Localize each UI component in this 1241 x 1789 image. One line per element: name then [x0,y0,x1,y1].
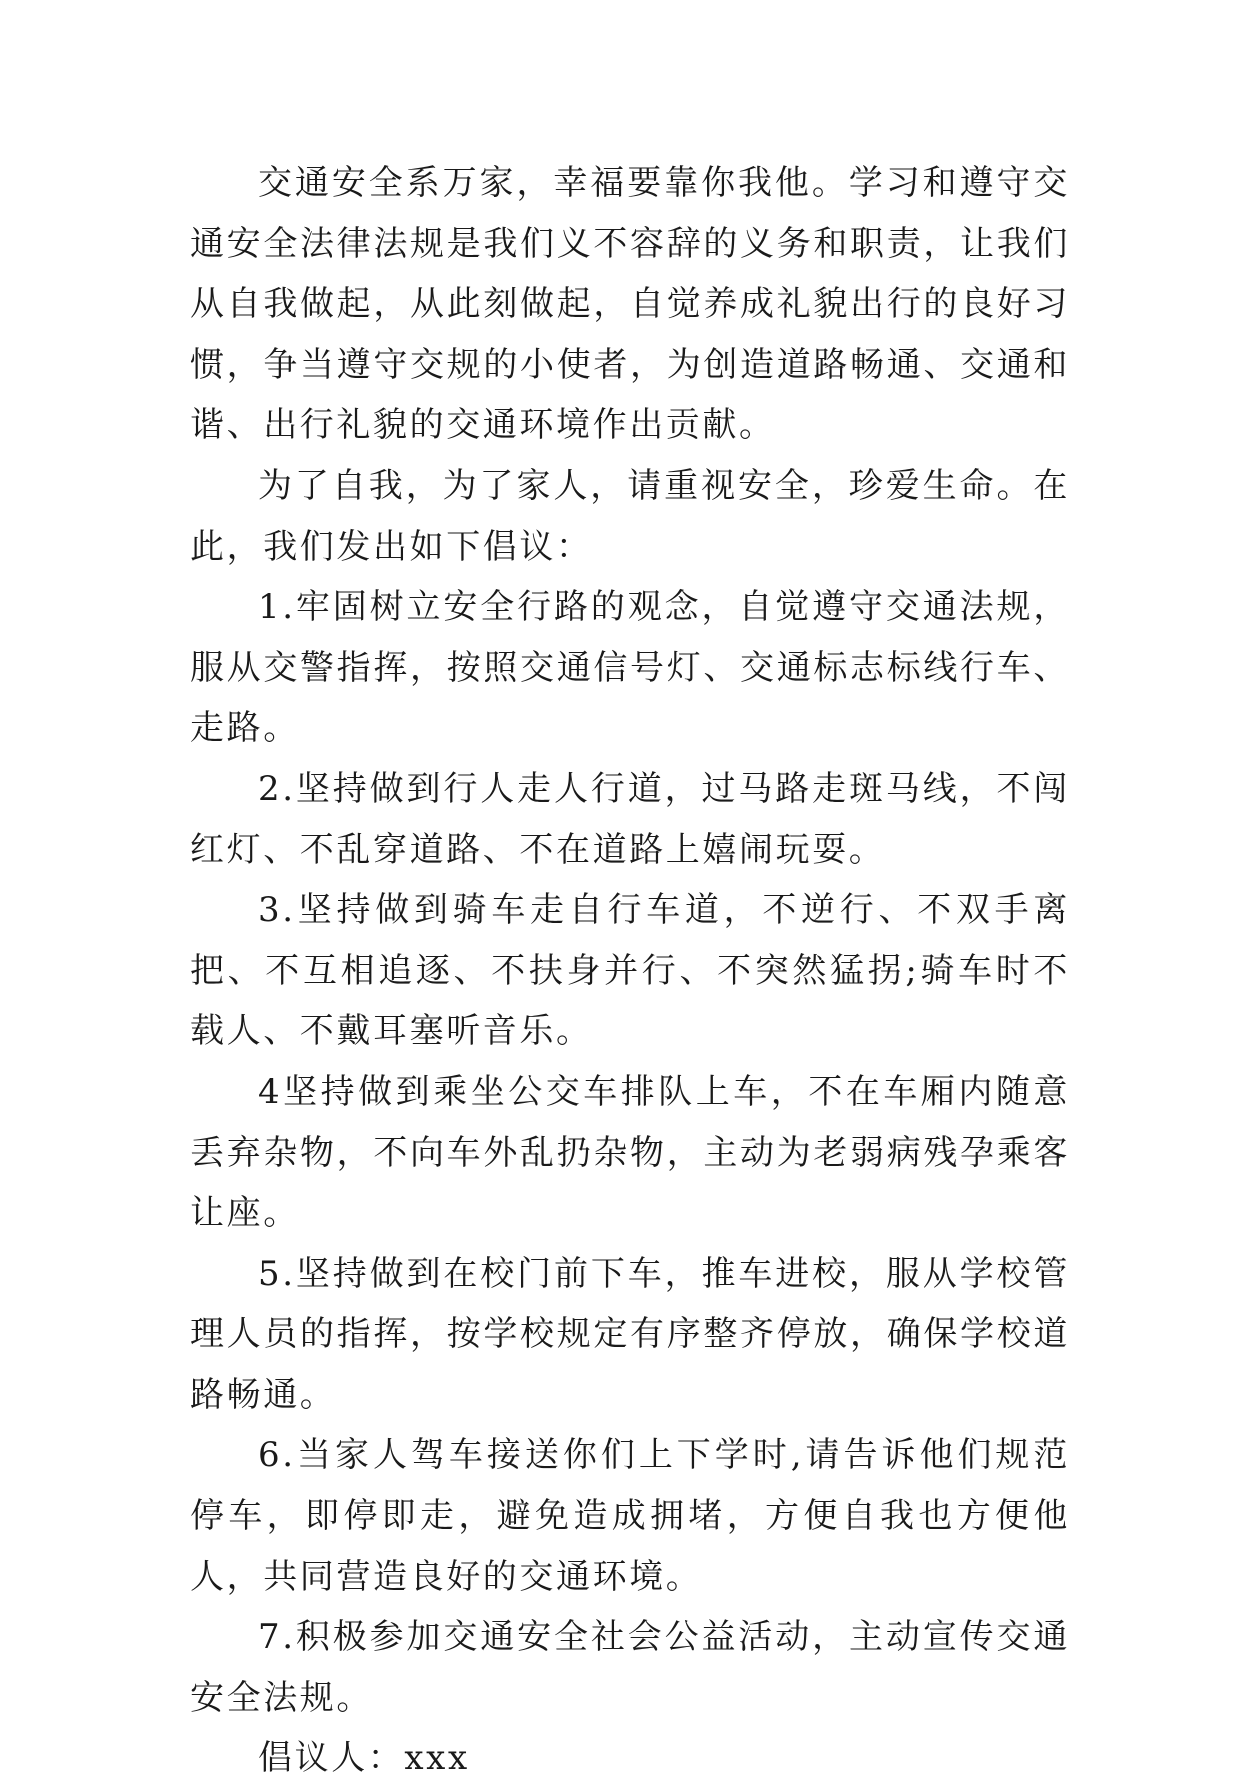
paragraph-item-1: 1.牢固树立安全行路的观念，自觉遵守交通法规，服从交警指挥，按照交通信号灯、交通标志标线行车、走路。 [190,587,1070,749]
signature-line: 倡议人：xxx [258,1738,470,1779]
paragraph-item-2: 2.坚持做到行人走人行道，过马路走斑马线，不闯红灯、不乱穿道路、不在道路上嬉闹玩耍。 [190,768,1070,870]
paragraph-call: 为了自我，为了家人，请重视安全，珍爱生命。在此，我们发出如下倡议： [190,465,1070,567]
paragraph-item-4: 4坚持做到乘坐公交车排队上车，不在车厢内随意丢弃杂物，不向车外乱扔杂物，主动为老弱病残孕乘客让座。 [190,1071,1070,1234]
paragraph-intro: 交通安全系万家，幸福要靠你我他。学习和遵守交通安全法律法规是我们义不容辞的义务和职责，让我们从自我做起，从此刻做起，自觉养成礼貌出行的良好习惯，争当遵守交规的小使者，为创造道路畅通、交通和谐、出行礼貌的交通环境作出贡献。 [190,163,1070,446]
paragraph-item-7: 7.积极参加交通安全社会公益活动，主动宣传交通安全法规。 [190,1617,1070,1718]
document-body [190,153,1070,1789]
paragraph-item-5: 5.坚持做到在校门前下车，推车进校，服从学校管理人员的指挥，按学校规定有序整齐停放，确保学校道路畅通。 [190,1253,1070,1415]
paragraph-item-3: 3.坚持做到骑车走自行车道，不逆行、不双手离把、不互相追逐、不扶身并行、不突然猛拐;骑车时不载人、不戴耳塞听音乐。 [190,890,1070,1052]
paragraph-item-6: 6.当家人驾车接送你们上下学时,请告诉他们规范停车，即停即走，避免造成拥堵，方便自我也方便他人，共同营造良好的交通环境。 [190,1435,1070,1597]
